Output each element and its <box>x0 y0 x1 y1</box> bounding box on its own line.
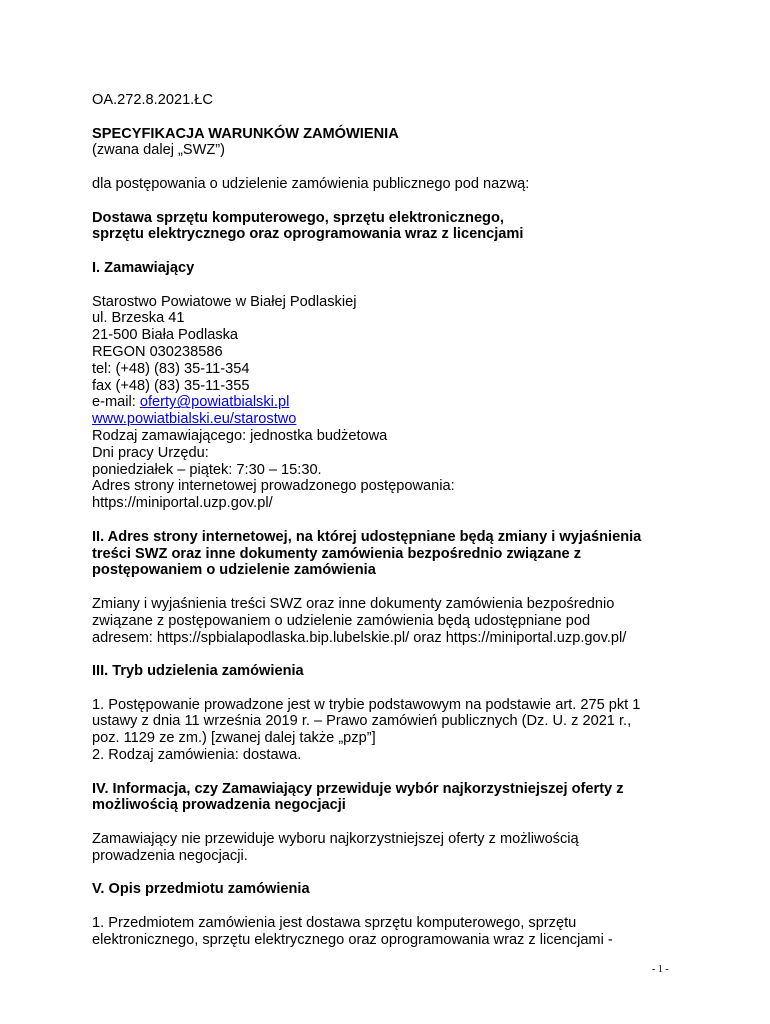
section-4-body-line-2: prowadzenia negocjacji. <box>92 847 248 864</box>
section-5-heading: V. Opis przedmiotu zamówienia <box>92 881 310 898</box>
office-hours: poniedziałek – piątek: 7:30 – 15:30. <box>92 461 322 478</box>
section-5-line-1: 1. Przedmiotem zamówienia jest dostawa sprzętu komputerowego, sprzętu <box>92 915 577 932</box>
intro-text: dla postępowania o udzielenie zamówienia publicznego pod nazwą: <box>92 175 530 192</box>
org-regon: REGON 030238586 <box>92 343 223 360</box>
section-5-line-2: elektronicznego, sprzętu elektrycznego oraz oprogramowania wraz z licencjami - <box>92 931 613 948</box>
org-type: Rodzaj zamawiającego: jednostka budżetowa <box>92 427 388 444</box>
section-3-line-3: poz. 1129 ze zm.) [zwanej dalej także „pzp”] <box>92 730 376 747</box>
document-page <box>92 92 692 949</box>
document-title: SPECYFIKACJA WARUNKÓW ZAMÓWIENIA <box>92 125 399 142</box>
org-street: ul. Brzeska 41 <box>92 310 185 327</box>
email-label: e-mail: <box>92 394 140 411</box>
procurement-name-line-2: sprzętu elektrycznego oraz oprogramowania wraz z licencjami <box>92 226 524 243</box>
org-tel: tel: (+48) (83) 35-11-354 <box>92 360 250 377</box>
section-3-line-4: 2. Rodzaj zamówienia: dostawa. <box>92 747 302 764</box>
procurement-name-line-1: Dostawa sprzętu komputerowego, sprzętu elektronicznego, <box>92 209 504 226</box>
section-2-body-line-3: adresem: https://spbialapodlaska.bip.lubelskie.pl/ oraz https://miniportal.uzp.gov.pl/ <box>92 629 627 646</box>
org-email-line <box>92 394 692 411</box>
section-4-body-line-1: Zamawiający nie przewiduje wyboru najkorzystniejszej oferty z możliwością <box>92 831 579 848</box>
org-city: 21-500 Biała Podlaska <box>92 327 239 344</box>
section-3-heading: III. Tryb udzielenia zamówienia <box>92 663 304 680</box>
section-3-line-2: ustawy z dnia 11 września 2019 r. – Prawo zamówień publicznych (Dz. U. z 2021 r., <box>92 713 632 730</box>
org-fax: fax (+48) (83) 35-11-355 <box>92 377 250 394</box>
office-days-label: Dni pracy Urzędu: <box>92 444 209 461</box>
section-2-body-line-2: związane z postępowaniem o udzielenie zamówienia będą udostępniane pod <box>92 612 591 629</box>
section-4-heading-line-2: możliwością prowadzenia negocjacji <box>92 797 346 814</box>
document-subtitle: (zwana dalej „SWZ”) <box>92 142 225 159</box>
org-www-line <box>92 411 692 428</box>
section-1-heading: I. Zamawiający <box>92 259 195 276</box>
section-2-heading-line-2: treści SWZ oraz inne dokumenty zamówienia bezpośrednio związane z <box>92 545 581 562</box>
email-link[interactable]: oferty@powiatbialski.pl <box>139 394 290 411</box>
org-name: Starostwo Powiatowe w Białej Podlaskiej <box>92 293 357 310</box>
portal-url: https://miniportal.uzp.gov.pl/ <box>92 495 273 512</box>
reference-number: OA.272.8.2021.ŁC <box>92 92 213 108</box>
page-number: - 1 - <box>652 964 669 975</box>
section-3-line-1: 1. Postępowanie prowadzone jest w trybie podstawowym na podstawie art. 275 pkt 1 <box>92 696 641 713</box>
section-4-heading-line-1: IV. Informacja, czy Zamawiający przewiduje wybór najkorzystniejszej oferty z <box>92 780 624 797</box>
section-2-heading-line-3: postępowaniem o udzielenie zamówienia <box>92 562 376 579</box>
section-2-body-line-1: Zmiany i wyjaśnienia treści SWZ oraz inne dokumenty zamówienia bezpośrednio <box>92 595 615 612</box>
portal-label: Adres strony internetowej prowadzonego postępowania: <box>92 478 455 495</box>
section-2-heading-line-1: II. Adres strony internetowej, na której udostępniane będą zmiany i wyjaśnienia <box>92 528 642 545</box>
www-link[interactable]: www.powiatbialski.eu/starostwo <box>92 411 297 428</box>
